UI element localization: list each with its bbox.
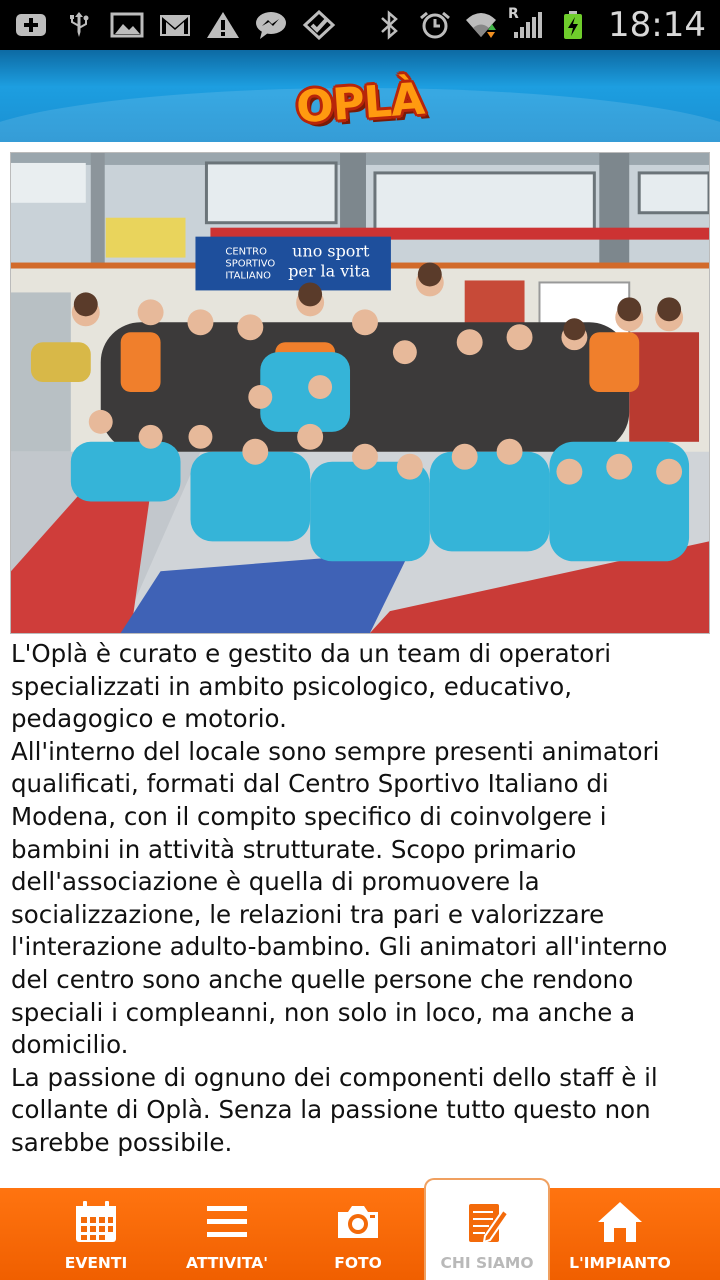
notepad-icon <box>463 1198 511 1246</box>
app-header <box>0 50 720 142</box>
warning-icon <box>206 10 240 40</box>
paragraph-animators: All'interno del locale sono sempre presenti animatori qualificati, formati dal Centro Sportivo Italiano di Modena, con il compito specifico di coinvolgere i bambini in attività strutturate. Scopo primario dell'associazione è quella di promuovere la socializzazione, le relazioni tra pari e valorizzare l'interazione adulto-bambino. Gli animatori all'interno del centro sono anche quelle persone che rendono speciali i compleanni, non solo in loco, ma anche a domicilio. <box>11 736 668 1060</box>
tab-chi-siamo-label: CHI SIAMO <box>440 1254 534 1272</box>
bluetooth-icon <box>372 10 406 40</box>
app-logo: OPLÀ <box>294 73 426 133</box>
carrier-mark: R <box>508 6 519 22</box>
wifi-icon <box>464 10 498 40</box>
tab-eventi-label: EVENTI <box>64 1254 128 1272</box>
tab-impianto-label: L'IMPIANTO <box>569 1254 671 1272</box>
list-icon <box>203 1198 251 1246</box>
alarm-icon <box>418 10 452 40</box>
signal-icon <box>508 6 544 40</box>
notification-icons <box>14 10 336 40</box>
banner-text-3: ITALIANO <box>225 270 272 282</box>
nav-edge-left[interactable] <box>0 1188 30 1280</box>
calendar-icon <box>72 1198 120 1246</box>
clock: 18:14 <box>608 5 706 45</box>
status-bar <box>0 0 720 50</box>
paragraph-passion: La passione di ognuno dei componenti dello staff è il collante di Oplà. Senza la passione tutto questo non sarebbe possibile. <box>11 1062 658 1157</box>
tab-attivita[interactable] <box>162 1188 292 1280</box>
banner-slogan-2: per la vita <box>288 261 371 281</box>
camera-icon <box>334 1198 382 1246</box>
messenger-icon <box>254 10 288 40</box>
banner-text-1: CENTRO <box>225 246 267 258</box>
tab-eventi[interactable] <box>30 1188 162 1280</box>
check-icon <box>302 10 336 40</box>
tab-impianto[interactable] <box>550 1188 690 1280</box>
gmail-icon <box>158 10 192 40</box>
tab-attivita-label: ATTIVITA' <box>186 1254 268 1272</box>
banner-text-2: SPORTIVO <box>225 258 276 270</box>
team-photo <box>10 152 710 634</box>
paragraph-intro: L'Oplà è curato e gestito da un team di operatori specializzati in ambito psicologico, educativo, pedagogico e motorio. <box>11 639 612 734</box>
system-icons <box>372 5 706 45</box>
tab-foto-label: FOTO <box>334 1254 382 1272</box>
home-icon <box>596 1198 644 1246</box>
add-icon <box>14 10 48 40</box>
banner-slogan-1: uno sport <box>292 241 370 261</box>
battery-charging-icon <box>556 10 590 40</box>
usb-icon <box>62 10 96 40</box>
gallery-icon <box>110 10 144 40</box>
about-text <box>11 638 711 1160</box>
tab-chi-siamo[interactable] <box>424 1178 550 1280</box>
bottom-nav <box>0 1188 720 1280</box>
tab-foto[interactable] <box>292 1188 424 1280</box>
